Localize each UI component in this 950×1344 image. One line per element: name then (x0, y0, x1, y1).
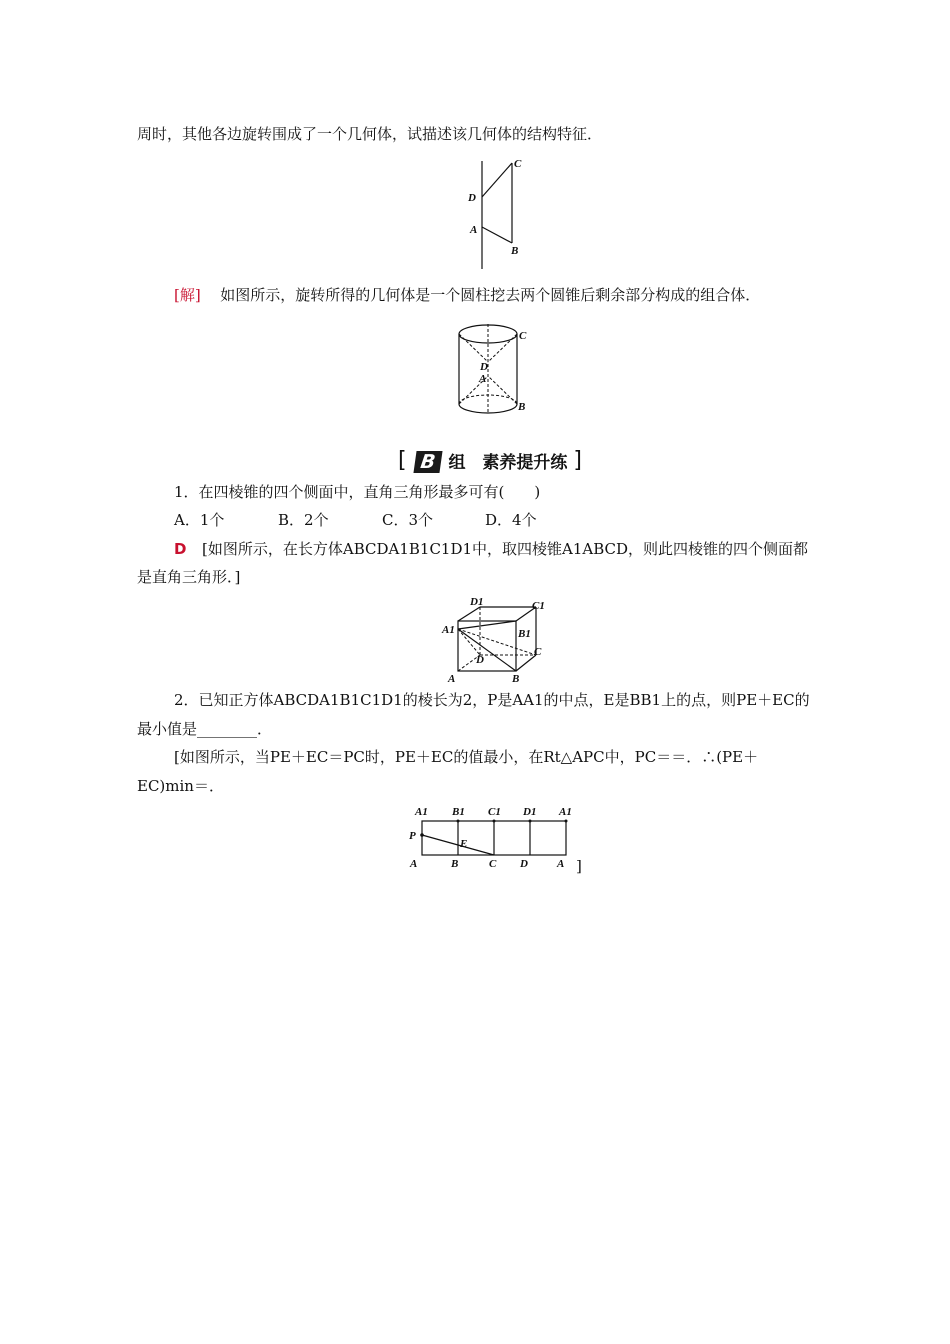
q2-line-2: 最小值是________． (137, 720, 273, 738)
solution-tag: [解] (174, 286, 201, 304)
q2-explanation-1: [如图所示，当PE＋EC＝PC时，PE＋EC的值最小，在Rt△APC中，PC＝＝．∴(PE＋ (174, 748, 759, 766)
fig3-label-b: B (512, 673, 520, 685)
header-right-bracket: ] (573, 448, 582, 473)
fig1-label-d: D (468, 192, 476, 204)
fig4-bottom-d: D (520, 858, 528, 870)
q2-close-bracket: ] (576, 857, 582, 875)
solution-1 (174, 285, 760, 305)
q1-explanation-2: 是直角三角形．] (137, 568, 241, 586)
figure-cuboid (440, 595, 550, 685)
q1-answer: D (174, 540, 187, 558)
header-letter-badge: B (413, 451, 442, 473)
q1-option-c: C．3个 (382, 511, 434, 529)
header-title: 组 素养提升练 (448, 453, 568, 473)
q1-option-d: D．4个 (485, 511, 537, 529)
solution-1-text: 如图所示，旋转所得的几何体是一个圆柱挖去两个圆锥后剩余部分构成的组合体． (220, 286, 761, 304)
q1-explanation-text: [如图所示，在长方体ABCDA1B1C1D1中，取四棱锥A1ABCD，则此四棱锥的四个侧面都 (202, 540, 809, 558)
fig4-bottom-c: C (489, 858, 497, 870)
q1-option-a: A．1个 (174, 511, 225, 529)
fig1-label-b: B (511, 245, 519, 257)
q2-explanation-2: EC)min＝． (137, 777, 224, 795)
fig4-label-p: P (409, 830, 416, 842)
intro-text: 周时，其他各边旋转围成了一个几何体，试描述该几何体的结构特征． (137, 125, 603, 143)
fig3-label-c: C (534, 646, 542, 658)
figure-rotation-axis (462, 155, 532, 273)
fig3-label-c1: C1 (532, 600, 545, 612)
header-left-bracket: [ (398, 448, 407, 473)
fig1-label-a: A (470, 224, 478, 236)
fig3-label-b1: B1 (518, 628, 531, 640)
fig2-label-a: A (479, 373, 487, 385)
q1-option-b: B．2个 (278, 511, 329, 529)
fig4-top-c1: C1 (488, 806, 501, 818)
fig4-top-b1: B1 (452, 806, 465, 818)
fig2-label-c: C (519, 330, 527, 342)
fig2-label-b: B (518, 401, 526, 413)
fig4-top-d1: D1 (523, 806, 537, 818)
q1-stem: 1．在四棱锥的四个侧面中，直角三角形最多可有( ) (174, 483, 541, 501)
fig4-bottom-a: A (410, 858, 418, 870)
fig4-top-a1-end: A1 (559, 806, 572, 818)
fig1-label-c: C (514, 158, 522, 170)
fig3-label-a: A (448, 673, 456, 685)
q2-line-1: 2．已知正方体ABCDA1B1C1D1的棱长为2，P是AA1的中点，E是BB1上的点，则PE＋EC的 (174, 691, 810, 709)
q1-explanation-1 (174, 539, 808, 559)
figure-cylinder (455, 318, 535, 420)
fig4-top-a1: A1 (415, 806, 428, 818)
figure-unfolded-strip (405, 803, 580, 875)
fig2-label-d: D (480, 361, 488, 373)
fig3-label-a1: A1 (442, 624, 455, 636)
fig4-bottom-a-end: A (557, 858, 565, 870)
fig4-label-e: E (460, 838, 468, 850)
fig3-label-d1: D1 (470, 596, 484, 608)
section-header-b (398, 448, 582, 474)
fig4-bottom-b: B (451, 858, 459, 870)
fig3-label-d: D (476, 654, 484, 666)
